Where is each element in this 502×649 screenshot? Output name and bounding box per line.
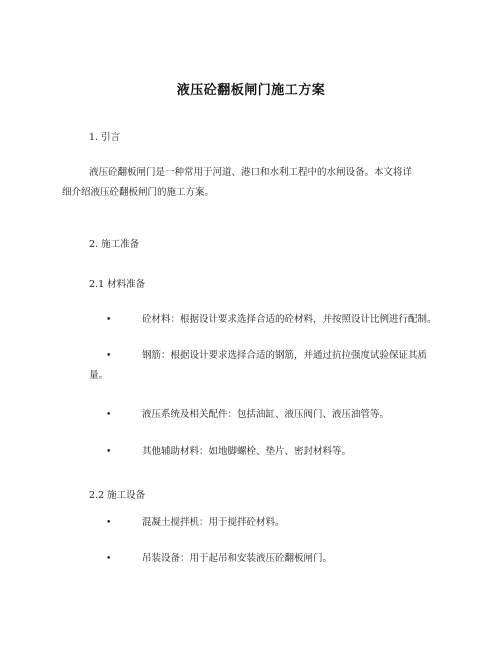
list-item-text: 混凝土搅拌机：用于搅拌砼材料。 xyxy=(142,517,285,528)
paragraph-line: 细介绍液压砼翻板闸门的施工方案。 xyxy=(62,187,215,198)
list-item-text: 其他辅助材料：如地脚螺栓、垫片、密封材料等。 xyxy=(142,446,352,457)
bullet-icon: • xyxy=(106,518,112,528)
section-1-heading: 1. 引言 xyxy=(89,132,121,143)
bullet-icon: • xyxy=(106,447,112,457)
bullet-icon: • xyxy=(106,315,112,325)
bullet-icon: • xyxy=(106,554,112,564)
list-item-text: 液压系统及相关配件：包括油缸、液压阀门、液压油管等。 xyxy=(142,409,390,420)
section-1-paragraph xyxy=(62,163,452,203)
section-2-2-heading: 2.2 施工设备 xyxy=(89,490,146,501)
bullet-icon: • xyxy=(106,410,112,420)
list-item xyxy=(62,310,462,330)
paragraph-line: 液压砼翻板闸门是一种常用于河道、港口和水利工程中的水闸设备。本文将详 xyxy=(89,167,413,178)
list-item-text: 钢筋：根据设计要求选择合适的钢筋，并通过抗拉强度试验保证其质 xyxy=(142,350,428,361)
list-item xyxy=(62,442,462,462)
list-item xyxy=(62,405,462,425)
list-item xyxy=(62,513,462,533)
document-title: 液压砼翻板闸门施工方案 xyxy=(176,83,326,98)
list-item-text-continued: 量。 xyxy=(89,370,109,381)
section-2-1-heading: 2.1 材料准备 xyxy=(89,279,146,290)
section-2-heading: 2. 施工准备 xyxy=(89,239,140,250)
list-item xyxy=(62,346,462,386)
list-item-text: 砼材料：根据设计要求选择合适的砼材料，并按照设计比例进行配制。 xyxy=(142,314,437,325)
list-item xyxy=(62,549,462,569)
bullet-icon: • xyxy=(106,351,112,361)
list-item-text: 吊装设备：用于起吊和安装液压砼翻板闸门。 xyxy=(142,553,333,564)
